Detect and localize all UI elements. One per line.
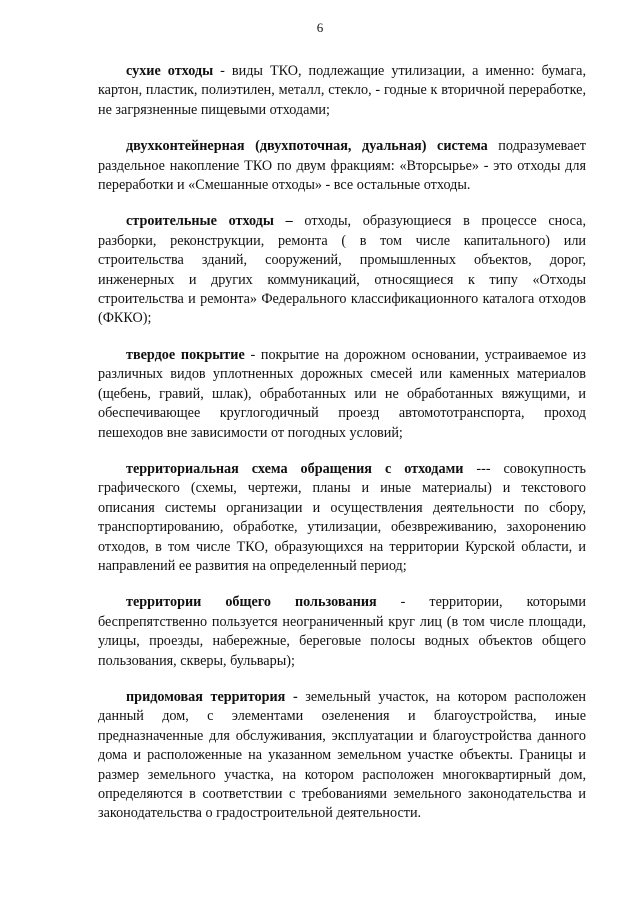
definition-text: земельный участок, на котором расположен данный дом, с элементами озеленения и благоустройства, иные предназначенные для обслуживания, эксплуатации и благоустройства данного дома и расположенные на указанном земельном участке объекты. Границы и размер земельного участка, на котором расположен многоквартирный дом, определяются в соответствии с требованиями земельного законодательства и законодательства о градостроительной деятельности.: [98, 688, 587, 822]
document-body: [98, 62, 586, 824]
definition-term: двухконтейнерная (двухпоточная, дуальная) система: [126, 138, 488, 155]
definition-term: придомовая территория -: [126, 688, 298, 705]
definition-public-areas: [98, 593, 586, 671]
definition-adjacent-territory: [98, 688, 586, 824]
definition-construction-waste: [98, 212, 586, 328]
definition-text: подразумевает раздельное накопление ТКО по двум фракциям: «Вторсырье» - это отходы для переработки и «Смешанные отходы» - все остальные отходы.: [98, 138, 586, 194]
definition-term: твердое покрытие: [126, 346, 245, 363]
definition-term: сухие отходы: [126, 63, 214, 79]
definition-text: - покрытие на дорожном основании, устраиваемое из различных видов уплотненных дорожных смесей или каменных материалов (щебень, гравий, шлак), обработанных или не обработанных вяжущими, и обеспечивающее круглогодичный проезд автомототранспорта, проход пешеходов вне зависимости от погодных условий;: [98, 346, 586, 441]
definition-dry-waste: [98, 62, 586, 120]
definition-dual-system: [98, 137, 586, 195]
definition-hard-surface: [98, 346, 586, 443]
definition-text: --- совокупность графического (схемы, чертежи, планы и иные материалы) и текстового описания системы организации и осуществления деятельности по сбору, транспортированию, обработке, утилизации, обезвреживанию, захоронению отходов, в том числе ТКО, образующихся на территории Курской области, и направлений ее развития на определенный период;: [98, 460, 586, 574]
definition-text: - виды ТКО, подлежащие утилизации, а именно: бумага, картон, пластик, полиэтилен, металл, стекло, - годные к вторичной переработке, не загрязненные пищевыми отходами;: [98, 63, 586, 118]
definition-text: отходы, образующиеся в процессе сноса, разборки, реконструкции, ремонта ( в том числе капитального) или строительства зданий, сооружений, промышленных объектов, дорог, инженерных и других коммуникаций, относящиеся к типу «Отходы строительства и ремонта» Федерального классификационного каталога отходов (ФККО);: [98, 213, 586, 327]
page-number: 6: [316, 20, 324, 35]
definition-text: - территории, которыми беспрепятственно пользуется неограниченный круг лиц (в том числе площади, улицы, проезды, набережные, береговые полосы водных объектов общего пользования, скверы, бульвары);: [98, 594, 586, 669]
definition-term: территории общего пользования: [126, 594, 377, 611]
definition-term: территориальная схема обращения с отходами: [126, 460, 464, 477]
definition-term: строительные отходы –: [126, 213, 293, 230]
definition-territorial-scheme: [98, 460, 586, 576]
